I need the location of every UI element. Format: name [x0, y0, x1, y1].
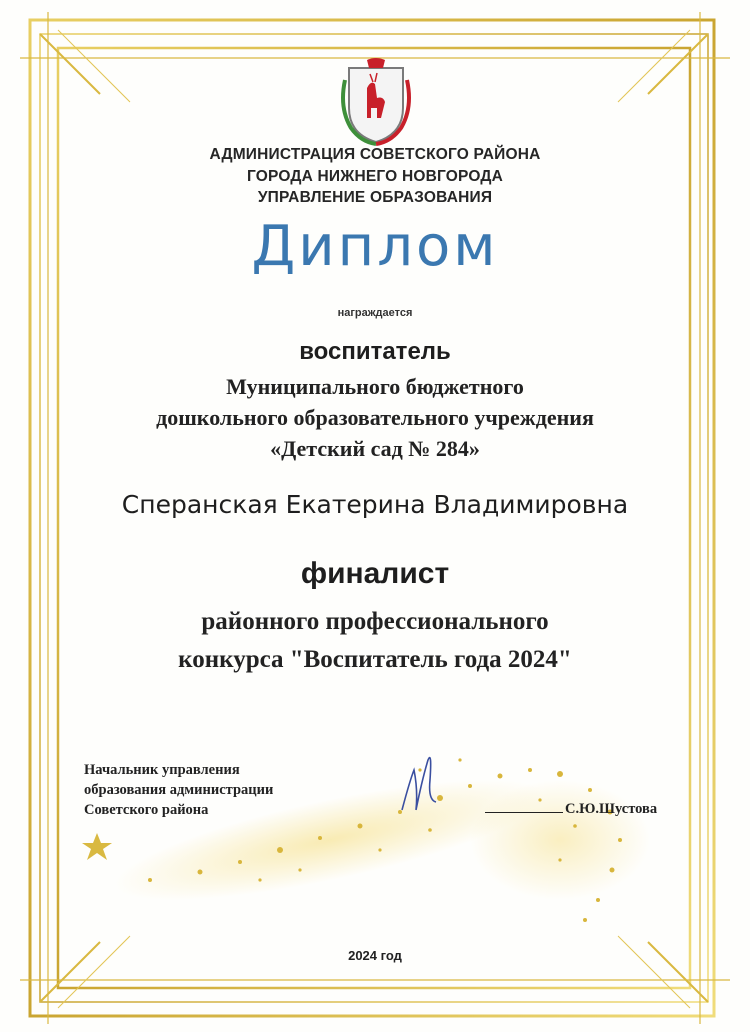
org-line-1: Муниципального бюджетного: [226, 374, 524, 399]
signatory-position-line-1: Начальник управления: [84, 762, 240, 778]
contest-line-2: конкурса "Воспитатель года 2024": [178, 646, 572, 673]
handwritten-signature: [392, 740, 452, 830]
org-line-2: дошкольного образовательного учреждения: [156, 405, 594, 430]
header-line-1: АДМИНИСТРАЦИЯ СОВЕТСКОГО РАЙОНА: [209, 146, 541, 163]
awarded-label: награждается: [337, 307, 413, 319]
contest-line-1: районного профессионального: [201, 608, 549, 635]
recipient-name: Сперанская Екатерина Владимировна: [121, 490, 629, 519]
signatory-position-line-2: образования администрации: [84, 782, 274, 798]
issue-year: 2024 год: [348, 948, 402, 963]
header-line-2: ГОРОДА НИЖНЕГО НОВГОРОДА: [246, 168, 504, 185]
award-status: финалист: [300, 557, 450, 590]
recipient-role: воспитатель: [299, 338, 451, 365]
signatory-name: С.Ю.Шустова: [565, 801, 658, 817]
signatory-position-line-3: Советского района: [84, 802, 209, 818]
header-line-3: УПРАВЛЕНИЕ ОБРАЗОВАНИЯ: [257, 189, 493, 206]
org-line-3: «Детский сад № 284»: [270, 436, 480, 461]
diploma-title: Диплом: [251, 214, 499, 279]
star-icon: [82, 833, 112, 860]
coat-of-arms-emblem: [337, 58, 415, 146]
signatory-position: [84, 760, 273, 820]
signatory-name-block: [485, 801, 657, 818]
signature-line: [485, 812, 563, 813]
